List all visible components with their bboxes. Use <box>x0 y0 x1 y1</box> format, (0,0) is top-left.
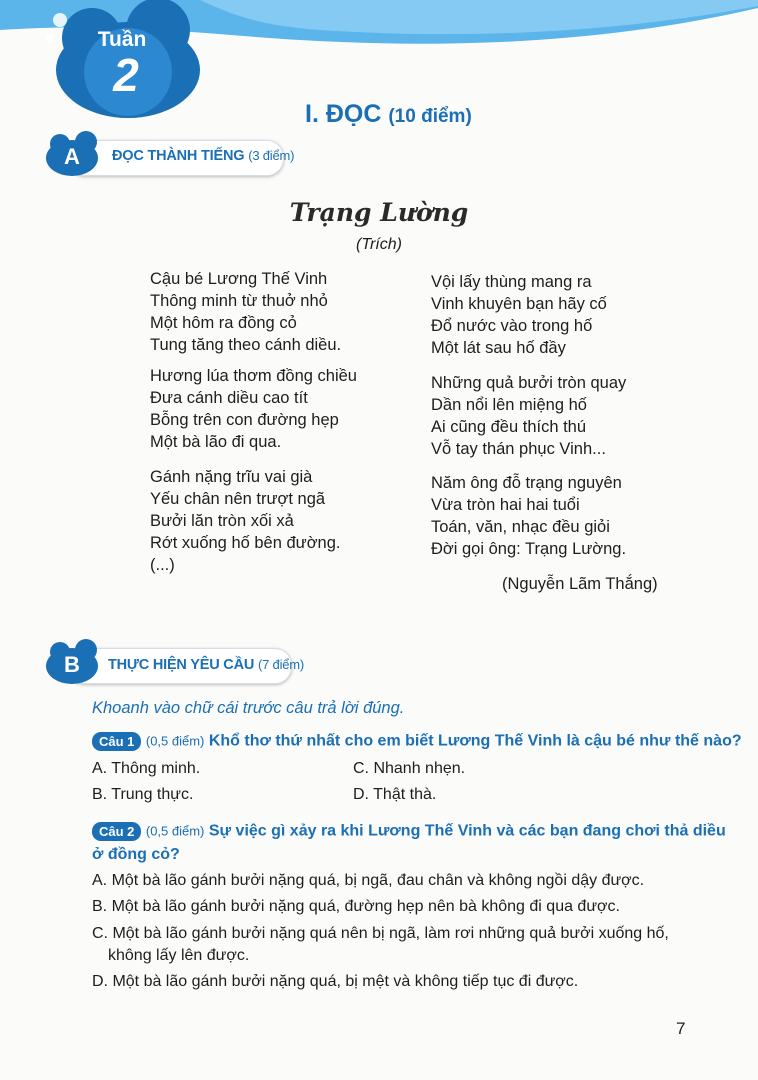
part-b-title-text: THỰC HIỆN YÊU CẦU <box>108 657 255 673</box>
poem-author: (Nguyễn Lãm Thắng) <box>502 575 658 593</box>
section-title <box>305 100 472 129</box>
question-2-option-d[interactable]: D. Một bà lão gánh bưởi nặng quá, bị mệt và không tiếp tục đi được. <box>92 973 579 990</box>
page-number: 7 <box>676 1019 686 1038</box>
question-1-option-b[interactable]: B. Trung thực. <box>92 786 194 803</box>
poem-line: Một hôm ra đồng cỏ <box>150 314 297 332</box>
question-2-option-a[interactable]: A. Một bà lão gánh bưởi nặng quá, bị ngã, đau chân và không ngồi dậy được. <box>92 872 645 889</box>
part-a-points: (3 điểm) <box>248 148 295 163</box>
question-1-text: Khổ thơ thứ nhất cho em biết Lương Thế Vinh là cậu bé như thế nào? <box>208 732 742 750</box>
poem-subtitle: (Trích) <box>356 236 402 253</box>
section-points: (10 điểm) <box>388 106 472 127</box>
poem-line: Cậu bé Lương Thế Vinh <box>150 270 328 288</box>
question-1-tag: Câu 1 <box>92 732 141 751</box>
poem-line: Ai cũng đều thích thú <box>431 418 587 436</box>
poem-line: Đưa cánh diều cao tít <box>150 389 308 407</box>
poem-line: Hương lúa thơm đồng chiều <box>150 367 357 385</box>
poem-line: Toán, văn, nhạc đều giỏi <box>431 518 610 536</box>
poem-title: Trạng Lường <box>289 198 469 227</box>
poem-right-stanza-1 <box>431 271 607 359</box>
poem-right-stanza-3 <box>431 472 626 560</box>
question-1-option-d[interactable]: D. Thật thà. <box>353 786 437 803</box>
poem-line: Vỗ tay thán phục Vinh... <box>431 440 606 458</box>
question-2-points: (0,5 điểm) <box>145 823 205 839</box>
part-b-title <box>108 657 304 673</box>
poem-line: Vinh khuyên bạn hãy cố <box>431 295 607 313</box>
part-b-points: (7 điểm) <box>257 657 305 672</box>
poem-line: Đời gọi ông: Trạng Lường. <box>431 540 627 558</box>
poem-line: Tung tăng theo cánh diều. <box>150 336 342 354</box>
question-2-tag: Câu 2 <box>92 822 141 841</box>
poem-line: Năm ông đỗ trạng nguyên <box>431 474 622 492</box>
question-2-option-b[interactable]: B. Một bà lão gánh bưởi nặng quá, đường hẹp nên bà không đi qua được. <box>92 898 620 915</box>
poem-line: Thông minh từ thuở nhỏ <box>150 292 328 310</box>
question-2-option-c[interactable]: C. Một bà lão gánh bưởi nặng quá nên bị ngã, làm rơi những quả bưởi xuống hố, <box>92 925 669 942</box>
poem-line: Dần nổi lên miệng hố <box>431 396 587 414</box>
poem-left-stanza-1 <box>150 268 341 356</box>
question-1-points: (0,5 điểm) <box>145 733 205 749</box>
question-1-option-a[interactable]: A. Thông minh. <box>92 760 201 777</box>
part-a-letter: A <box>64 144 80 169</box>
poem-left-stanza-3 <box>150 466 340 576</box>
poem-line: Những quả bưởi tròn quay <box>431 374 627 392</box>
question-2 <box>92 822 726 841</box>
poem-line: Rớt xuống hố bên đường. <box>150 534 341 552</box>
part-b-letter: B <box>64 652 80 677</box>
poem-line: Bỗng trên con đường hẹp <box>150 411 339 429</box>
part-a-title <box>112 148 294 164</box>
poem-line: Vội lấy thùng mang ra <box>431 273 592 291</box>
poem-line: Một lát sau hố đầy <box>431 339 566 357</box>
section-title-text: I. ĐỌC <box>305 100 382 128</box>
instruction: Khoanh vào chữ cái trước câu trả lời đúng. <box>92 699 405 717</box>
poem-line: Bưởi lăn tròn xối xả <box>150 512 294 530</box>
question-2-option-c-cont: không lấy lên được. <box>108 947 250 964</box>
poem-left-stanza-2 <box>150 365 357 453</box>
poem-line: Yếu chân nên trượt ngã <box>150 490 326 508</box>
poem-line: Vừa tròn hai hai tuổi <box>431 496 580 514</box>
question-1 <box>92 732 742 751</box>
poem-line: (...) <box>150 556 175 574</box>
poem-line: Gánh nặng trĩu vai già <box>150 468 313 486</box>
question-1-option-c[interactable]: C. Nhanh nhẹn. <box>353 760 466 777</box>
poem-line: Đổ nước vào trong hố <box>431 317 593 335</box>
question-2-text-line2: ở đồng cỏ? <box>92 846 180 863</box>
week-number: 2 <box>113 49 139 101</box>
poem-line: Một bà lão đi qua. <box>150 433 282 451</box>
question-2-text: Sự việc gì xảy ra khi Lương Thế Vinh và các bạn đang chơi thả diều <box>208 822 726 840</box>
week-label: Tuần <box>97 28 147 51</box>
poem-right-stanza-2 <box>431 372 626 460</box>
part-a-title-text: ĐỌC THÀNH TIẾNG <box>112 148 245 164</box>
